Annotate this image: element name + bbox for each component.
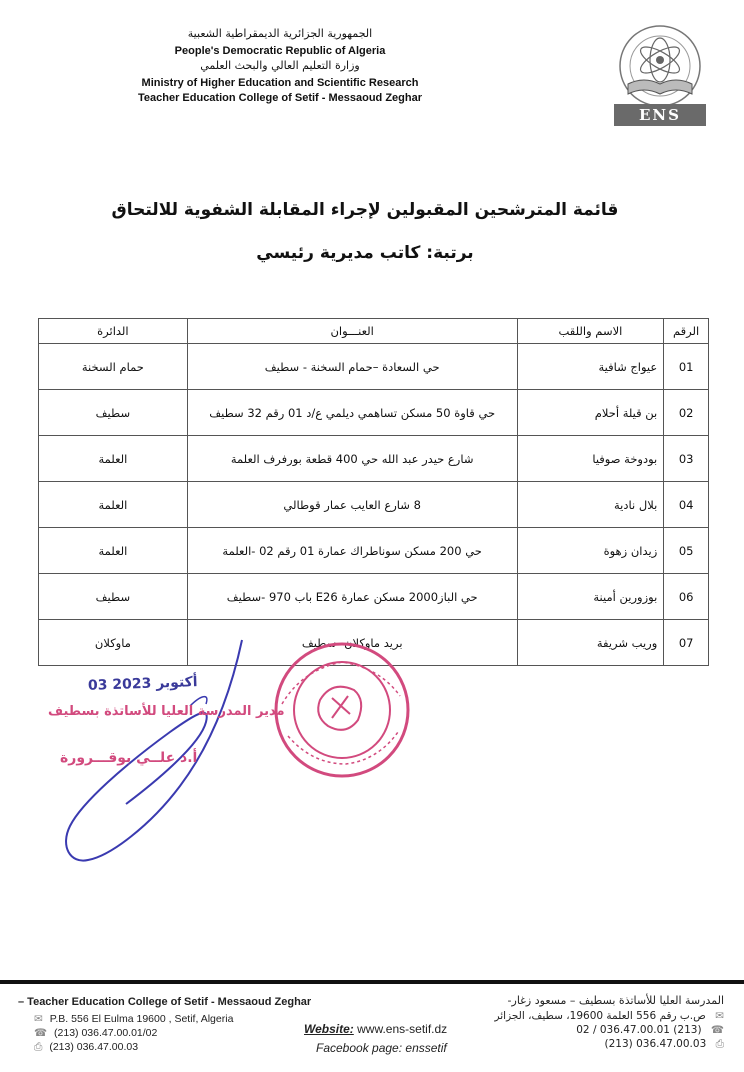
table-row xyxy=(39,390,709,436)
footer-ar-phone-row xyxy=(576,1024,724,1036)
row-num: 04 xyxy=(664,482,709,528)
header-num: الرقم xyxy=(664,319,709,344)
phone-icon: ☎ xyxy=(710,1024,724,1036)
footer-ar-fax: 036.47.00.03 (213) xyxy=(604,1038,707,1050)
row-num: 02 xyxy=(664,390,709,436)
director-name-stamp: أ.د علــي بوقـــرورة xyxy=(60,750,198,766)
header-address: العنـــوان xyxy=(187,319,517,344)
envelope-icon: ✉ xyxy=(34,1013,43,1025)
row-address: حي 200 مسكن سوناطراك عمارة 01 رقم 02 -العلمة xyxy=(187,528,517,574)
candidates-table xyxy=(38,318,709,666)
row-name: وريب شريفة xyxy=(517,620,664,666)
row-num: 06 xyxy=(664,574,709,620)
table-row xyxy=(39,482,709,528)
header-en-republic: People's Democratic Republic of Algeria xyxy=(174,44,386,57)
row-num: 01 xyxy=(664,344,709,390)
footer-divider xyxy=(0,980,744,984)
row-address: حي السعادة –حمام السخنة - سطيف xyxy=(187,344,517,390)
header-en-college: Teacher Education College of Setif - Messaoud Zeghar xyxy=(137,91,422,104)
row-address: بريد ماوكلان -سطيف xyxy=(187,620,517,666)
phone-icon: ☎ xyxy=(34,1027,48,1039)
director-title-stamp: مدير المدرسة العليا للأساتذة بسطيف xyxy=(48,704,285,719)
header-en-ministry: Ministry of Higher Education and Scientific Research xyxy=(141,76,419,89)
row-district: سطيف xyxy=(39,574,188,620)
header-block xyxy=(110,28,450,104)
table-row xyxy=(39,528,709,574)
footer-en-fax-row xyxy=(34,1041,138,1054)
footer-en-phone-row xyxy=(34,1027,157,1039)
table-row xyxy=(39,344,709,390)
row-num: 05 xyxy=(664,528,709,574)
row-name: زيدان زهوة xyxy=(517,528,664,574)
header-ar-republic: الجمهورية الجزائرية الديمقراطية الشعبية xyxy=(187,27,373,40)
row-address: حي الباز2000 مسكن عمارة E26 باب 970 -سطيف xyxy=(187,574,517,620)
footer-website-row xyxy=(304,1022,447,1036)
document-subtitle: برتبة: كاتب مديرية رئيسي xyxy=(256,243,474,263)
row-district: العلمة xyxy=(39,482,188,528)
footer-en-address: P.B. 556 El Eulma 19600 , Setif, Algeria xyxy=(49,1013,234,1025)
row-district: سطيف xyxy=(39,390,188,436)
signature-date: 03 أكتوبر 2023 xyxy=(87,674,198,694)
table-header-row xyxy=(39,319,709,344)
footer-ar-address: ص.ب رقم 556 العلمة 19600، سطيف، الجزائر xyxy=(494,1010,706,1022)
footer-en-address-row xyxy=(34,1013,233,1025)
row-district: ماوكلان xyxy=(39,620,188,666)
row-address: حي قاوة 50 مسكن تساهمي ديلمي ع/د 01 رقم 32 سطيف xyxy=(187,390,517,436)
footer-ar-fax-row xyxy=(605,1038,724,1051)
row-address: شارع حيدر عبد الله حي 400 قطعة بورفرف العلمة xyxy=(187,436,517,482)
row-address: 8 شارع العايب عمار قوطالي xyxy=(187,482,517,528)
footer-ar-phone: (213) 036.47.00.01 / 02 xyxy=(576,1024,702,1036)
row-name: بن قيلة أحلام xyxy=(517,390,664,436)
table-row xyxy=(39,436,709,482)
row-name: عيواج شافية xyxy=(517,344,664,390)
footer-ar-address-row xyxy=(494,1010,724,1022)
fax-icon: ⎙ xyxy=(34,1041,43,1053)
row-name: بوزورين أمينة xyxy=(517,574,664,620)
row-district: العلمة xyxy=(39,528,188,574)
table-row xyxy=(39,574,709,620)
row-num: 07 xyxy=(664,620,709,666)
row-district: العلمة xyxy=(39,436,188,482)
footer-website-link[interactable]: www.ens-setif.dz xyxy=(357,1022,448,1036)
footer-en-phone: (213) 036.47.00.01/02 xyxy=(54,1027,158,1039)
header-ar-ministry: وزارة التعليم العالي والبحث العلمي xyxy=(200,59,360,73)
logo-text: ENS xyxy=(639,106,681,124)
footer-website-label: Website: xyxy=(304,1022,354,1036)
footer-facebook[interactable]: Facebook page: enssetif xyxy=(316,1041,447,1055)
header-district: الدائرة xyxy=(39,319,188,344)
header-name: الاسم واللقب xyxy=(517,319,664,344)
row-name: بلال نادية xyxy=(517,482,664,528)
footer-en-fax: (213) 036.47.00.03 xyxy=(49,1041,139,1053)
college-logo xyxy=(600,18,720,130)
row-name: بودوخة صوفيا xyxy=(517,436,664,482)
envelope-icon: ✉ xyxy=(715,1010,724,1022)
row-num: 03 xyxy=(664,436,709,482)
row-district: حمام السخنة xyxy=(39,344,188,390)
fax-icon: ⎙ xyxy=(715,1038,724,1050)
footer-en-title: – Teacher Education College of Setif - Messaoud Zeghar xyxy=(18,996,312,1008)
footer-ar-title: المدرسة العليا للأساتذة بسطيف – مسعود زغار- xyxy=(507,994,724,1007)
document-title: قائمة المترشحين المقبولين لإجراء المقابلة الشفوية للالتحاق xyxy=(111,200,619,220)
